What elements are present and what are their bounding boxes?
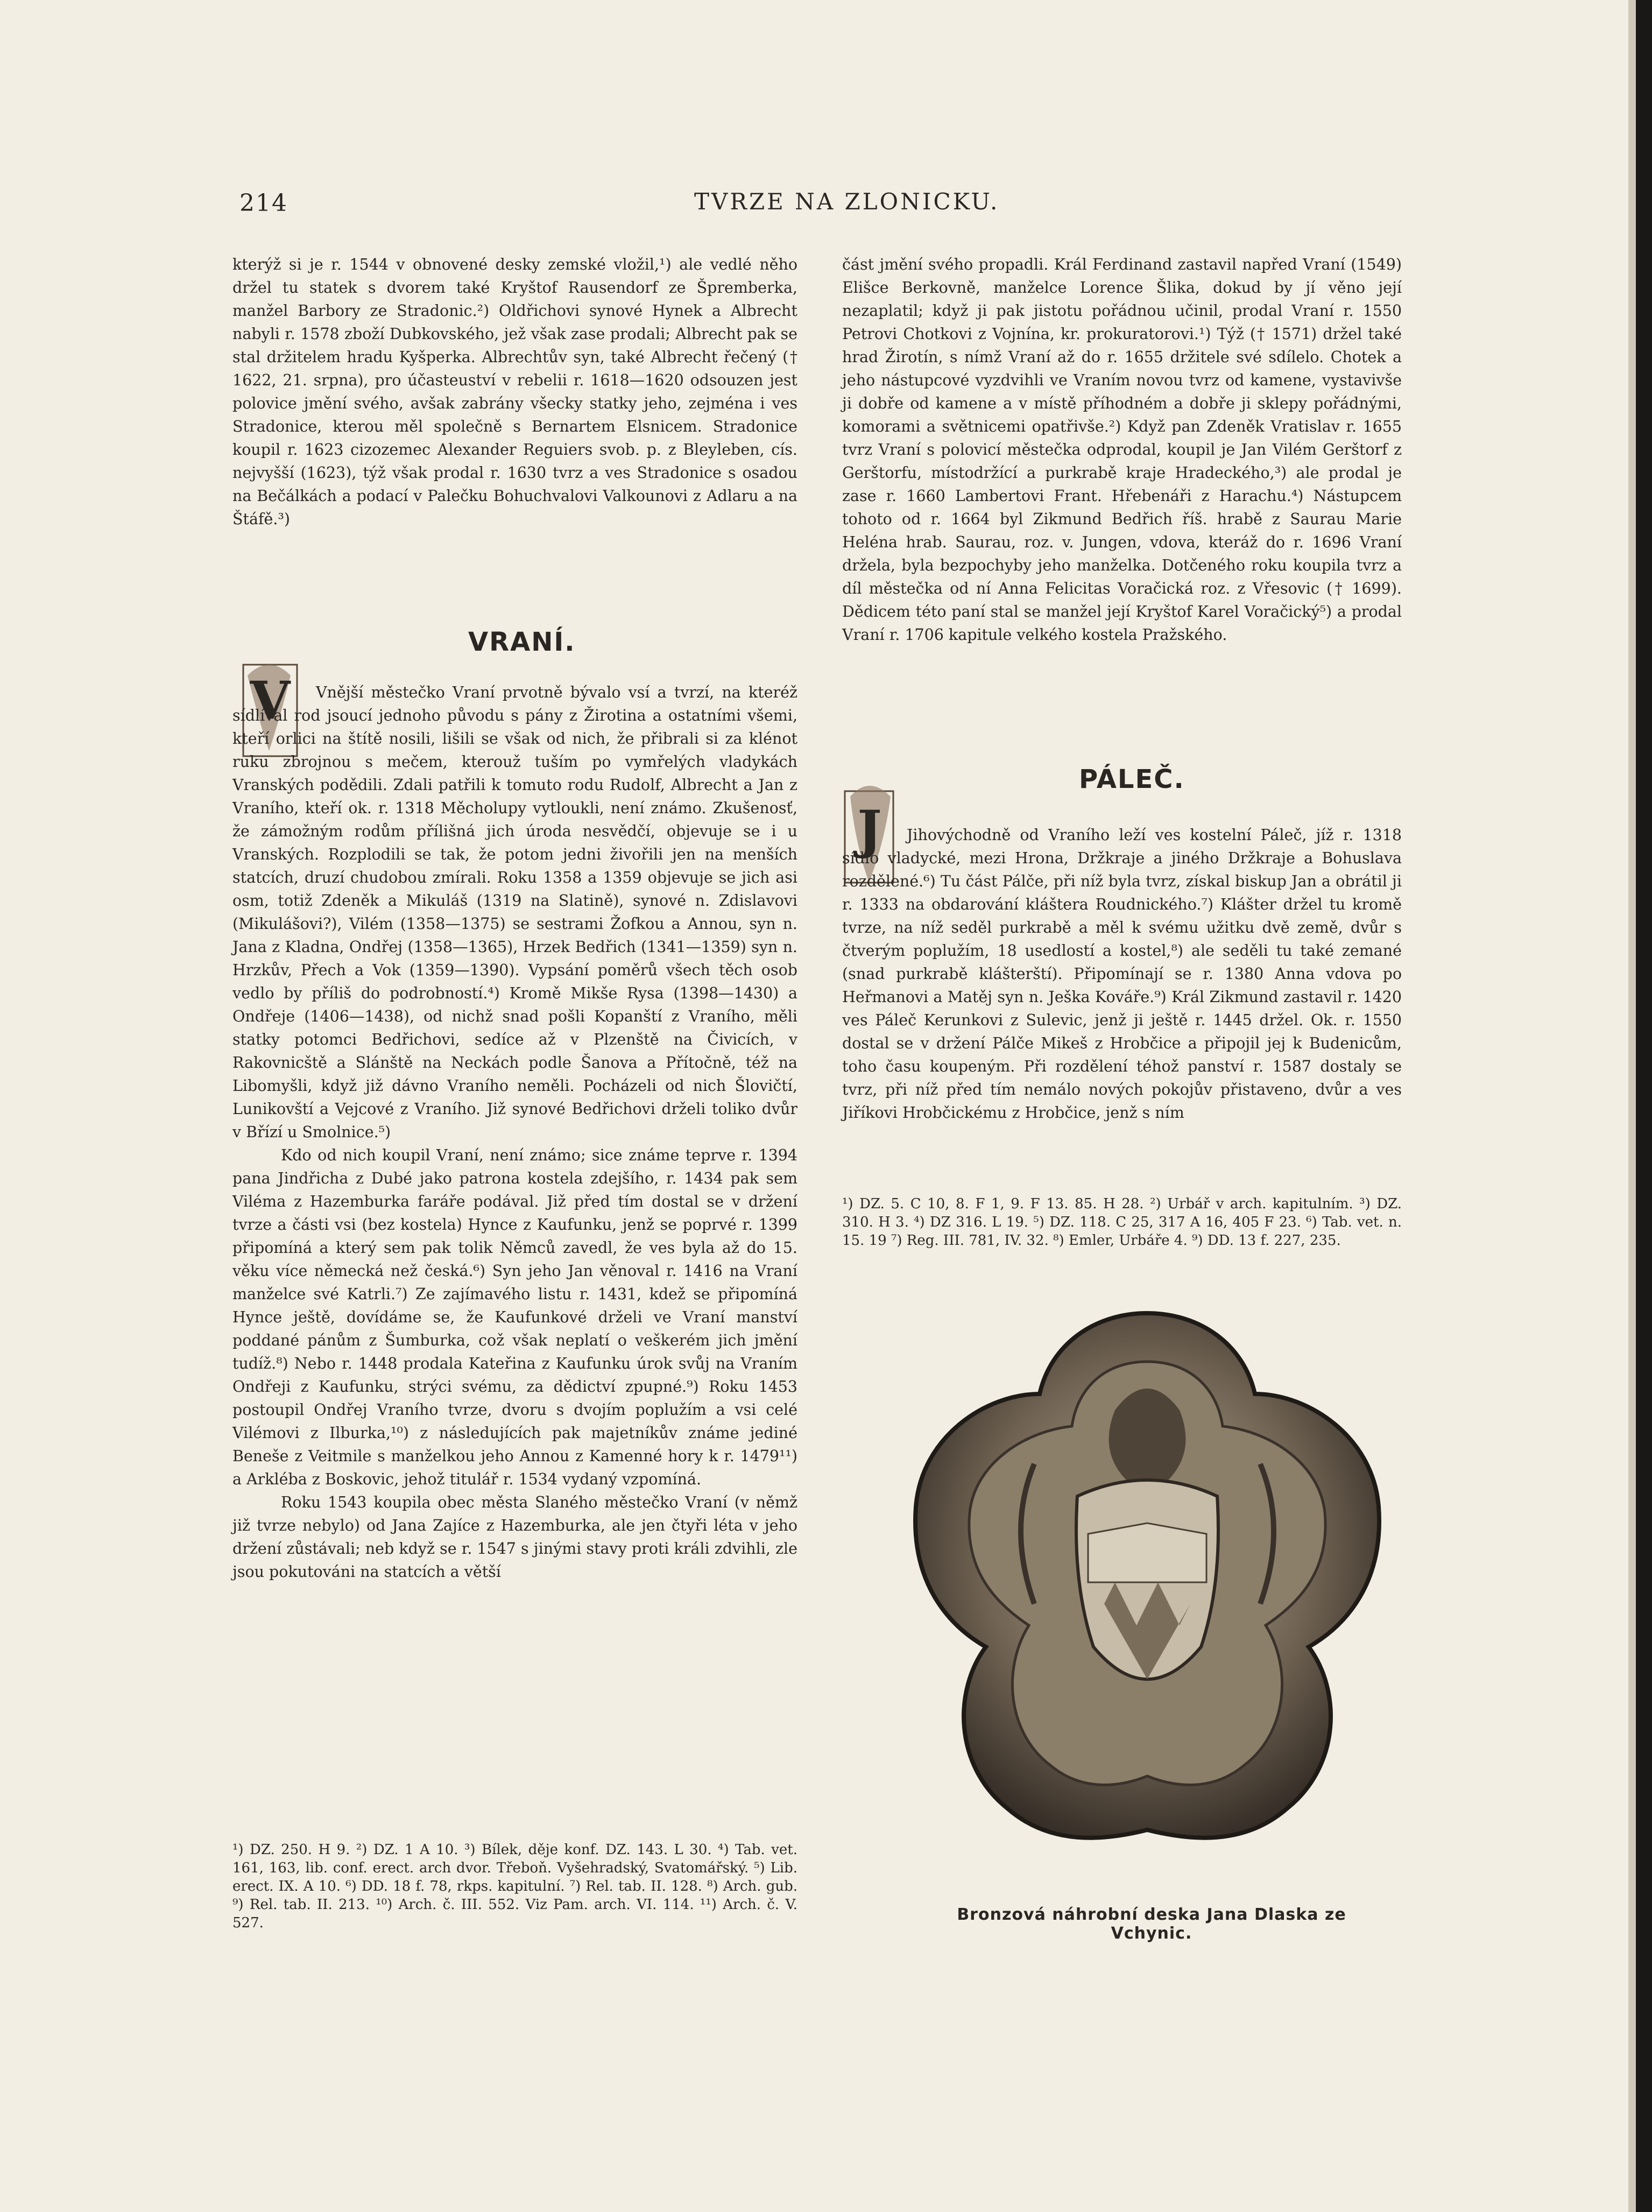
dropcap-j-letter: J [857,799,882,860]
page-edge-shadow [1628,0,1636,2212]
page-number: 214 [239,189,288,217]
dropcap-v-letter: V [250,670,291,731]
left-intro [232,253,797,531]
right-intro-text: část jmění svého propadli. Král Ferdinand zastavil napřed Vraní (1549) Elišce Berkovně, manželce Lorence Šlika, dokud by jí věno její nezaplatil; když ji pak jistotu pořádnou učinil, prodal Vraní r. 1550 Petrovi Chotkovi z Vojnína, kr. prokuratorovi.¹) Týž († 1571) držel také hrad Žirotín, s nímž Vraní až do r. 1655 držitele své sdílelo. Chotek a jeho nástupcové vyzdvihli ve Vraním novou tvrz od kamene, vystavivše ji dobře od kamene a v místě příhodném a dobře ji sklepy pořádnými, komorami a světnicemi opatřivše.²) Když pan Zdeněk Vratislav r. 1655 tvrz Vraní s polovicí městečka odprodal, koupil je Jan Vilém Gerštorf z Gerštorfu, místodržící a purkrabě kraje Hradeckého,³) ale prodal je zase r. 1660 Lambertovi Frant. Hřebenáři z Harachu.⁴) Nástupcem tohoto od r. 1664 byl Zikmund Bedřich říš. hrabě z Saurau Marie Heléna hrab. Saurau, roz. v. Jungen, vdova, kteráž do r. 1696 Vraní držela, byla bezpochyby jeho manželka. Dotčeného roku koupila tvrz a díl městečka od ní Anna Felicitas Voračická roz. z Vřesovic († 1699). Dědicem této paní stal se manžel její Kryštof Karel Voračický⁵) a prodal Vraní r. 1706 kapitule velkého kostela Pražského. [842,256,1402,644]
bronze-plaque-image [900,1302,1395,1857]
plaque-shield-chief [1088,1523,1206,1582]
vrani-para-2: Kdo od nich koupil Vraní, není známo; sice známe teprve r. 1394 pana Jindřicha z Dubé jako patrona kostela zdejšího, r. 1434 pak sem Viléma z Hazemburka faráře podával. Již před tím dostal se v držení tvrze a části vsi (bez kostela) Hynce z Kaufunku, jenž se poprvé r. 1399 připomíná a který sem pak tolik Němců zavedl, že ves byla až do 15. věku více německá než česká.⁶) Syn jeho Jan věnoval r. 1416 na Vraní manželce své Katrli.⁷) Ze zajímavého listu r. 1431, kdež se připomíná Hynce ještě, dovídáme se, že Kaufunkové drželi ve Vraní manství poddané pánům z Šumburka, což však neplatí o veškerém jich jmění tudíž.⁸) Nebo r. 1448 prodala Kateřina z Kaufunku úrok svůj na Vraním Ondřeji z Kaufunku, strýci svému, za dědictví zpupné.⁹) Roku 1453 postoupil Ondřej Vraního tvrze, dvoru s dvojím poplužím a vsi celé Vilémovi z Ilburka,¹⁰) z následujících pak majetníkův známe jediné Beneše z Veitmile s manželkou jeho Annou z Kamenné hory k r. 1479¹¹) a Arkléba z Boskovic, jehož titulář r. 1534 vydaný vzpomíná. [232,1146,797,1488]
vrani-heading: VRANÍ. [468,627,576,657]
running-head: TVRZE NA ZLONICKU. [694,188,1000,215]
palec-para-1: Jihovýchodně od Vraního leží ves kostelní Páleč, jíž r. 1318 sídlo vladycké, mezi Hrona, Držkraje a jiného Držkraje a Bohuslava rozdělené.⁶) Tu část Pálče, při níž byla tvrz, získal biskup Jan a obrátil ji r. 1333 na obdarování kláštera Roudnického.⁷) Klášter držel tu kromě tvrze, na níž seděl purkrabě a měl k svému užitku dvě země, dvůr s čtverým poplužím, 18 usedlostí a kostel,⁸) ale seděli tu také zemané (snad purkrabě klášterští). Připomínají se r. 1380 Anna vdova po Heřmanovi a Matěj syn n. Ješka Kováře.⁹) Král Zikmund zastavil r. 1420 ves Páleč Kerunkovi z Sulevic, jenž ji ještě r. 1445 držel. Ok. r. 1550 dostal se v držení Pálče Mikeš z Hrobčice a připojil jej k Budenicům, toho času koupeným. Při rozdělení téhož panství r. 1587 dostaly se tvrz, při níž před tím nemálo nových pokojův přistaveno, dvůr a ves Jiříkovi Hrobčickému z Hrobčice, jenž s ním [842,826,1402,1122]
vrani-para-1: Vnější městečko Vraní prvotně bývalo vsí a tvrzí, na kteréž sídlíval rod jsoucí jednoho původu s pány z Žirotina a ostatními všemi, kteří orlici na štítě nosili, lišili se však od nich, že přibrali si za klénot ruku zbrojnou s mečem, kterouž tuším po vymřelých vladykách Vranských podědili. Zdali patřili k tomuto rodu Rudolf, Albrecht a Jan z Vraního, kteří ok. r. 1318 Měcholupy vytloukli, není známo. Zkušenosť, že zámožným rodům přílišná jich úroda nesvědčí, objevuje se i u Vranských. Rozplodili se tak, že potom jedni živořili jen na menších statcích, druzí chudobou zmírali. Roku 1358 a 1359 objevuje se jich asi osm, totiž Zdeněk a Mikuláš (1319 na Slatině), synové n. Zdislavovi (Mikulášovi?), Vilém (1358—1375) se sestrami Žofkou a Annou, syn n. Jana z Kladna, Ondřej (1358—1365), Hrzek Bedřich (1341—1359) syn n. Hrzkův, Přech a Vok (1359—1390). Vypsání poměrů všech těch osob vedlo by příliš do podrobností.⁴) Kromě Mikše Rysa (1398—1430) a Ondřeje (1406—1438), od nichž snad pošli Kopanští z Vraního, měli statky potomci Bedřichovi, sedíce až v Plzenště na Čivicích, v Rakovnicště a Slánště na Neckách podle Šanova a Přítočně, též na Libomyšli, když již dávno Vraního neměli. Pocházeli od nich Šlovičtí, Lunikovští a Vejcové z Vraního. Již synové Bedřichovi drželi toliko dvůr v Břízí u Smolnice.⁵) [232,684,797,1141]
vrani-para-3: Roku 1543 koupila obec města Slaného městečko Vraní (v němž již tvrze nebylo) od Jana Zajíce z Hazemburka, ale jen čtyři léta v jeho držení zůstávali; neb když se r. 1547 s jinými stavy proti králi zdvihli, zle jsou pokutováni na statcích a větší [232,1494,797,1581]
plaque-caption: Bronzová náhrobní deska Jana Dlaska ze Vchynic. [957,1905,1346,1943]
palec-body [842,823,1402,1124]
vrani-body [232,681,797,1583]
page-edge [1636,0,1652,2212]
footnotes-right: ¹) DZ. 5. C 10, 8. F 1, 9. F 13. 85. H 28. ²) Urbář v arch. kapitulním. ³) DZ. 310. H 3. ⁴) DZ 316. L 19. ⁵) DZ. 118. C 25, 317 A 16, 405 F 23. ⁶) Tab. vet. n. 15. 19 ⁷) Reg. III. 781, IV. 32. ⁸) Emler, Urbáře 4. ⁹) DD. 13 f. 227, 235. [842,1196,1402,1249]
footnotes-left: ¹) DZ. 250. H 9. ²) DZ. 1 A 10. ³) Bílek, děje konf. DZ. 143. L 30. ⁴) Tab. vet. 161, 163, lib. conf. erect. arch dvor. Třeboň. Vyšehradský, Svatomářský. ⁵) Lib. erect. IX. A 10. ⁶) DD. 18 f. 78, rkps. kapitulní. ⁷) Rel. tab. II. 128. ⁸) Arch. gub. ⁹) Rel. tab. II. 213. ¹⁰) Arch. č. III. 552. Viz Pam. arch. VI. 114. ¹¹) Arch. č. V. 527. [232,1842,797,1931]
right-intro [842,253,1402,646]
left-intro-text: kterýž si je r. 1544 v obnovené desky zemské vložil,¹) ale vedlé něho držel tu statek s dvorem také Kryštof Rausendorf ze Špremberka, manžel Barbory ze Stradonic.²) Oldřichovi synové Hynek a Albrecht nabyli r. 1578 zboží Dubkovského, jež však zase prodali; Albrecht pak se stal držitelem hradu Kyšperka. Albrechtův syn, také Albrecht řečený († 1622, 21. srpna), pro účasteuství v rebelii r. 1618—1620 odsouzen jest polovice jmění svého, avšak zabrány všecky statky jeho, zejména i ves Stradonice, kterou měl společně s Bernartem Elsnicem. Stradonice koupil r. 1623 cizozemec Alexander Reguiers svob. p. z Bleyleben, cís. nejvyšší (1623), týž však prodal r. 1630 tvrz a ves Stradonice s osadou na Bečálkách a podací v Palečku Bohuchvalovi Valkounovi z Adlaru a na Štáfě.³) [232,256,797,528]
palec-heading: PÁLEČ. [1079,764,1185,794]
